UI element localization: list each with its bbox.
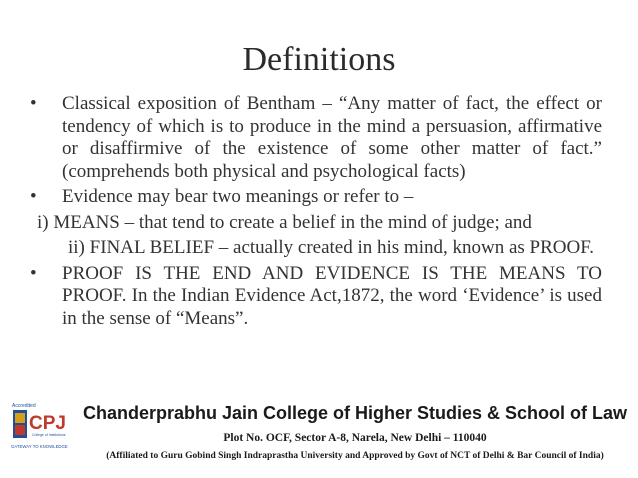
college-affiliation: (Affiliated to Guru Gobind Singh Indraprastha University and Approved by Govt of NCT of Delhi & Bar Council of India): [106, 451, 604, 461]
logo-text: CPJ: [29, 413, 66, 434]
college-logo: [10, 401, 75, 451]
bullet-symbol: •: [30, 93, 37, 114]
college-address: Plot No. OCF, Sector A-8, Narela, New Delhi – 110040: [223, 432, 487, 444]
sub-point-means: i) MEANS – that tend to create a belief in the mind of judge; and: [37, 211, 532, 233]
bullet-item: [30, 186, 602, 209]
bullet-item: [30, 93, 602, 183]
bullet-symbol: •: [30, 262, 37, 284]
college-name: Chanderprabhu Jain College of Higher Studies & School of Law: [82, 403, 628, 423]
bullet-text: Evidence may bear two meanings or refer to –: [62, 186, 414, 207]
bullet-symbol: •: [30, 186, 37, 207]
slide-body: [30, 93, 602, 333]
sub-point-final-belief: ii) FINAL BELIEF – actually created in his mind, known as PROOF.: [68, 237, 595, 258]
logo-subtext: College of Institutions: [32, 433, 66, 437]
bullet-text: Classical exposition of Bentham – “Any matter of fact, the effect or tendency of which is to produce in the mind a persuasion, affirmative or disaffirmive of the existence of some other matter of fact.” (comprehends both physical and psychological facts): [62, 93, 602, 182]
bullet-item: [30, 263, 602, 331]
slide-title: Definitions: [242, 41, 396, 78]
bullet-text: PROOF IS THE END AND EVIDENCE IS THE MEANS TO PROOF. In the Indian Evidence Act,1872, the word ‘Evidence’ is used in the sense of “Means”.: [62, 262, 602, 329]
logo-top-text: Accredited: [12, 403, 36, 409]
logo-tagline: GATEWAY TO KNOWLEDGE: [11, 444, 68, 449]
